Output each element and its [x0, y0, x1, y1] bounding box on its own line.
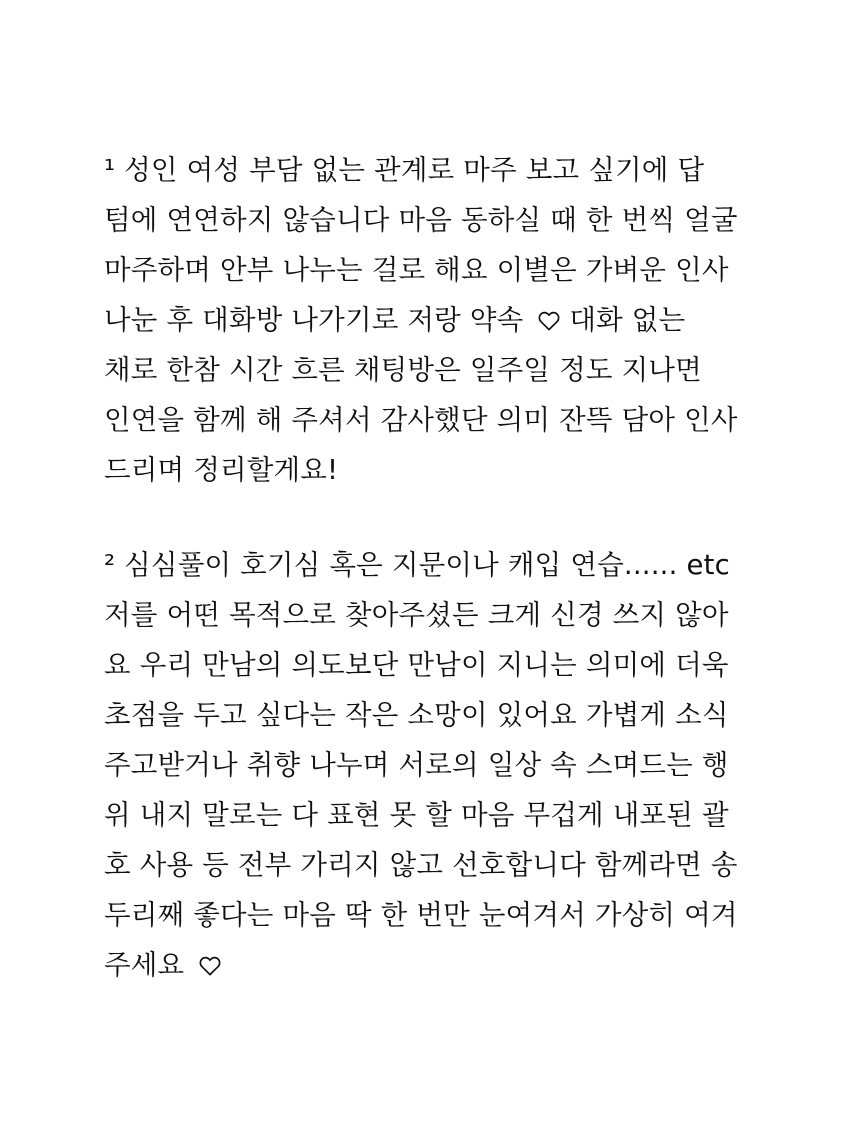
paragraph-line: 인연을 함께 해 주셔서 감사했단 의미 잔뜩 담아 인사: [104, 404, 738, 436]
paragraph-line-with-heart: [104, 940, 754, 990]
paragraph-line: 요 우리 만남의 의도보단 만남이 지니는 의미에 더욱: [104, 649, 729, 681]
heart-outline-icon: [199, 956, 221, 976]
paragraph-line-part: 대화 없는: [569, 304, 686, 336]
paragraph-line: 마주하며 안부 나누는 걸로 해요 이별은 가벼운 인사: [104, 254, 729, 286]
paragraph-line: 초점을 두고 싶다는 작은 소망이 있어요 가볍게 소식: [104, 699, 729, 731]
paragraph-line: 두리째 좋다는 마음 딱 한 번만 눈여겨서 가상히 여겨: [104, 899, 738, 931]
paragraph-1: [104, 145, 754, 495]
paragraph-line: 채로 한참 시간 흐른 채팅방은 일주일 정도 지나면: [104, 354, 702, 386]
paragraph-line: 위 내지 말로는 다 표현 못 할 마음 무겁게 내포된 괄: [104, 799, 729, 831]
paragraph-line: 저를 어떤 목적으로 찾아주셨든 크게 신경 쓰지 않아: [104, 599, 729, 631]
paragraph-line: 호 사용 등 전부 가리지 않고 선호합니다 함께라면 송: [104, 849, 738, 881]
paragraph-line: 드리며 정리할게요!: [104, 454, 339, 486]
paragraph-line: 주고받거나 취향 나누며 서로의 일상 속 스며드는 행: [104, 749, 729, 781]
paragraph-line-part: 주세요: [104, 949, 185, 981]
paragraph-2: [104, 540, 754, 990]
paragraph-line-part: 나눈 후 대화방 나가기로 저랑 약속: [104, 304, 524, 336]
paragraph-line: 텀에 연연하지 않습니다 마음 동하실 때 한 번씩 얼굴: [104, 204, 738, 236]
paragraph-line: ² 심심풀이 호기심 혹은 지문이나 캐입 연습...... etc: [104, 549, 730, 581]
paragraph-line-with-heart: [104, 295, 754, 345]
heart-outline-icon: [538, 311, 560, 331]
paragraph-line: ¹ 성인 여성 부담 없는 관계로 마주 보고 싶기에 답: [104, 154, 705, 186]
